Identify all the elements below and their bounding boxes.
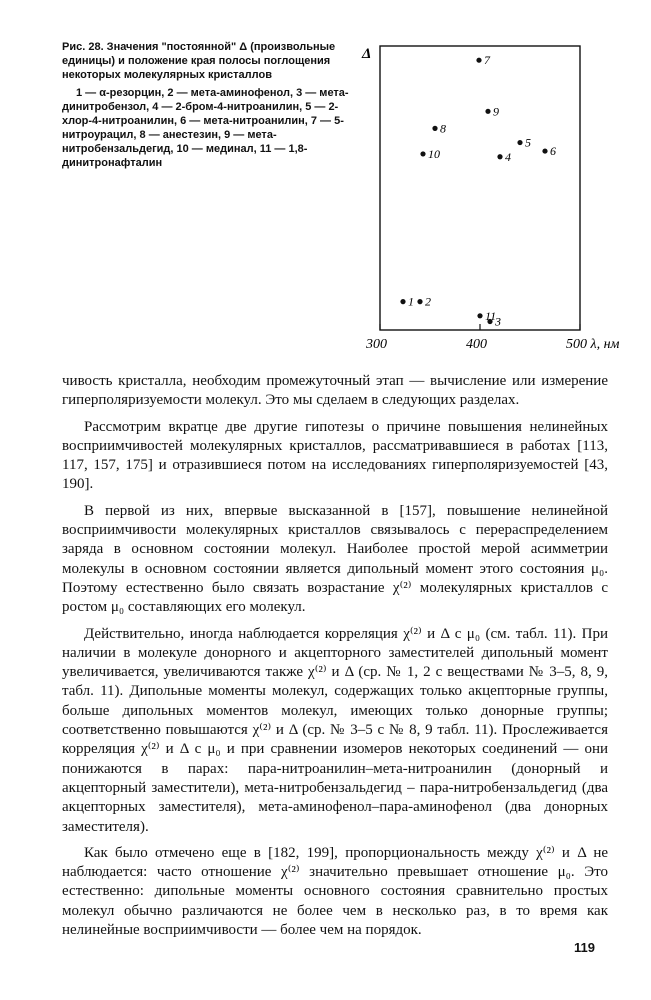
page-number: 119 [574,940,595,955]
plot-frame [380,46,580,330]
point-label: 1 [408,294,414,309]
paragraph: Как было отмечено еще в [182, 199], пропорциональность между χ⁽²⁾ и Δ не наблюдается: часто отношение χ⁽²⁾ значительно превышает отношение μ₀. Это естественно: дипольные моменты основного состояния сравнительно простых молекул обычно различаются не более чем в несколько раз, в то время как нелинейные восприимчивости — более чем на порядок. [62,844,608,939]
data-point [420,151,425,156]
data-point [432,126,437,131]
paragraph: В первой из них, впервые высказанной в [157], повышение нелинейной восприимчивости молекулярных кристаллов связывалось с перераспределением заряда в основном состоянии молекул. Наиболее простой мерой асимметрии молекулы в основном состоянии является дипольный момент этого состояния μ₀. Поэтому естественно было связать возрастание χ⁽²⁾ молекулярных кристаллов с ростом μ₀ составляющих его молекул. [62,502,608,616]
point-label: 5 [525,135,531,150]
paragraph: Рассмотрим вкратце две другие гипотезы о причине повышения нелинейных восприимчивостей молекулярных кристаллов, рассматривавшиеся в работах [113, 117, 157, 175] и отразившиеся потом на исследованиях гиперполяризуемостей [43, 190]. [62,418,608,493]
point-label: 4 [505,149,511,164]
point-label: 10 [428,146,440,161]
x-tick-label: 400 [466,337,487,352]
x-tick-label: 500 λ, нм [566,337,620,352]
body-text [62,372,608,947]
paragraph: чивость кристалла, необходим промежуточный этап — вычисление или измерение гиперполяризуемости молекул. Это мы сделаем в следующих разделах. [62,373,608,409]
caption-title: Рис. 28. Значения "постоянной" Δ (произвольные единицы) и положение края полосы поглощения некоторых молекулярных кристаллов [62,41,336,81]
data-point [476,58,481,63]
point-label: 2 [425,294,431,309]
figure-caption [62,40,354,174]
chart-axes [361,46,620,352]
point-label: 3 [495,314,501,329]
point-label: 7 [484,53,490,68]
caption-legend: 1 — α-резорцин, 2 — мета-аминофенол, 3 — мета-динитробензол, 4 — 2-бром-4-нитроанилин, 5 — 2-хлор-4-нитроанилин, 6 — мета-нитроанилин, 7 — 5-нитроурацил, 8 — анестезин, 9 — мета-нитробензальдегид, 10 — мединал, 11 — 1,8-динитронафталин [62,87,349,169]
chart-marks [400,53,556,328]
data-point [400,299,405,304]
scatter-chart [360,38,650,368]
y-axis-label: Δ [362,46,372,62]
data-point [497,154,502,159]
data-point [477,313,482,318]
x-tick-label: 300 [366,337,387,352]
point-label: 11 [485,308,497,323]
paragraph: Действительно, иногда наблюдается корреляция χ⁽²⁾ и Δ с μ₀ (см. табл. 11). При наличии в молекуле донорного и акцепторного заместителей дипольный момент увеличивается, увеличиваются также χ⁽²⁾ и Δ (ср. № 1, 2 с веществами № 3–5, 8, 9, табл. 11). Дипольные моменты молекул, содержащих только акцепторные группы, больше дипольных моментов молекул, имеющих только донорные группы; соответственно повышаются χ⁽²⁾ и Δ (ср. № 3–5 с № 8, 9 табл. 11). Прослеживается корреляция χ⁽²⁾ и Δ с μ₀ и при сравнении изомеров некоторых соединений — они понижаются в парах: пара-нитроанилин–мета-нитроанилин (донорный и акцепторный заместители), мета-нитробензальдегид – пара-нитробензальдегид (два акцепторных заместителя), мета-аминофенол–пара-аминофенол (два донорных заместителя). [62,625,608,835]
data-point [517,140,522,145]
point-label: 8 [440,121,446,136]
data-point [485,109,490,114]
point-label: 9 [493,104,499,119]
data-point [417,299,422,304]
point-label: 6 [550,144,556,159]
data-point [542,148,547,153]
